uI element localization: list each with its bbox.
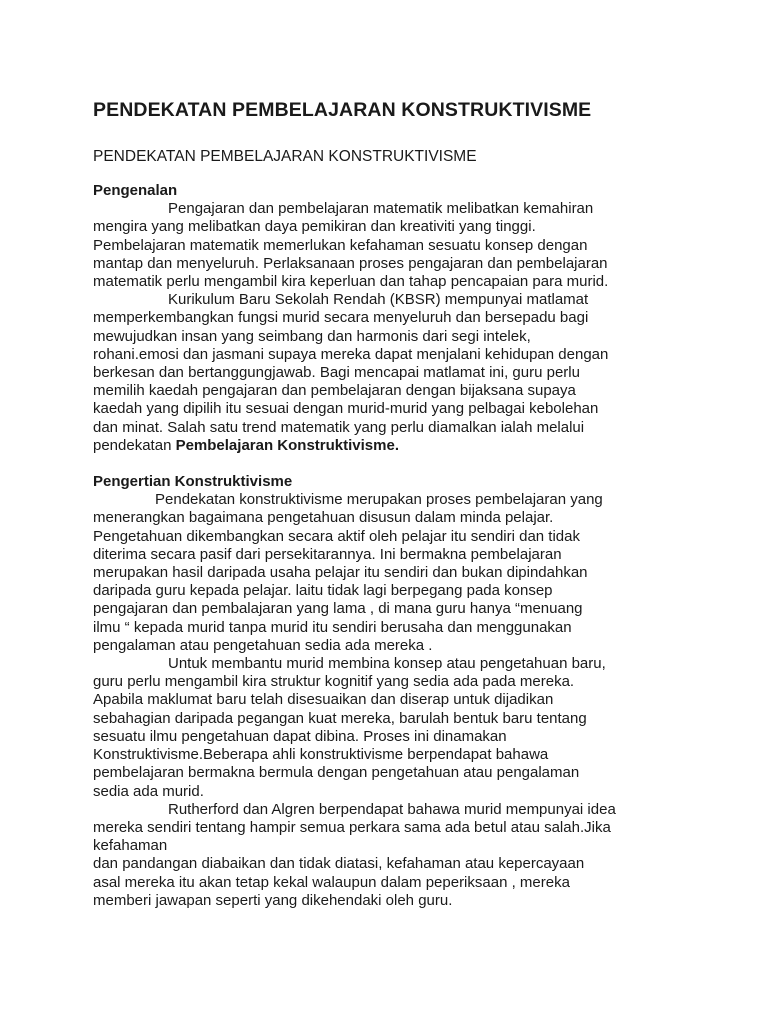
text-line: menerangkan bagaimana pengetahuan disusun dalam minda pelajar.: [93, 509, 554, 527]
text-line: kaedah yang dipilih itu sesuai dengan murid-murid yang pelbagai kebolehan: [93, 400, 599, 418]
section-heading-pengenalan: Pengenalan: [93, 182, 178, 199]
text-line: daripada guru kepada pelajar. laitu tidak lagi berpegang pada konsep: [93, 582, 553, 600]
text-line: Rutherford dan Algren berpendapat bahawa murid mempunyai idea: [168, 800, 616, 818]
bold-term: Pembelajaran Konstruktivisme.: [175, 436, 399, 454]
text-line: merupakan hasil daripada usaha pelajar itu sendiri dan bukan dipindahkan: [93, 564, 588, 582]
text-line: Apabila maklumat baru telah disesuaikan dan diserap untuk dijadikan: [93, 691, 554, 709]
section-heading-pengertian: Pengertian Konstruktivisme: [93, 473, 293, 491]
text-line: mantap dan menyeluruh. Perlaksanaan proses pengajaran dan pembelajaran: [93, 254, 608, 272]
document-page: [93, 97, 693, 910]
text-line: berkesan dan bertanggungjawab. Bagi mencapai matlamat ini, guru perlu: [93, 364, 580, 382]
text-line-final: [93, 437, 693, 455]
text-prefix: pendekatan: [93, 436, 176, 454]
text-line: mewujudkan insan yang seimbang dan harmonis dari segi intelek,: [93, 327, 531, 345]
text-line: rohani.emosi dan jasmani supaya mereka dapat menjalani kehidupan dengan: [93, 345, 609, 363]
text-line: Konstruktivisme.Beberapa ahli konstruktivisme berpendapat bahawa: [93, 746, 549, 764]
text-line: guru perlu mengambil kira struktur kognitif yang sedia ada pada mereka.: [93, 673, 575, 691]
text-line: Pengajaran dan pembelajaran matematik melibatkan kemahiran: [168, 200, 594, 218]
text-line: dan pandangan diabaikan dan tidak diatasi, kefahaman atau kepercayaan: [93, 855, 585, 873]
text-line: ilmu “ kepada murid tanpa murid itu sendiri berusaha dan menggunakan: [93, 618, 572, 636]
text-line: sebahagian daripada pegangan kuat mereka, barulah bentuk baru tentang: [93, 709, 587, 727]
text-line: Pembelajaran matematik memerlukan kefahaman sesuatu konsep dengan: [93, 236, 588, 254]
text-line: pengalaman atau pengetahuan sedia ada mereka .: [93, 636, 433, 654]
document-subtitle: PENDEKATAN PEMBELAJARAN KONSTRUKTIVISME: [93, 148, 477, 165]
text-line: Pendekatan konstruktivisme merupakan proses pembelajaran yang: [155, 491, 603, 509]
text-line: memberi jawapan seperti yang dikehendaki oleh guru.: [93, 891, 453, 909]
text-line: memperkembangkan fungsi murid secara menyeluruh dan bersepadu bagi: [93, 309, 589, 327]
text-line: memilih kaedah pengajaran dan pembelajaran dengan bijaksana supaya: [93, 382, 576, 400]
text-line: kefahaman: [93, 837, 168, 855]
text-line: mereka sendiri tentang hampir semua perkara sama ada betul atau salah.Jika: [93, 818, 611, 836]
text-line: pembelajaran bermakna bermula dengan pengetahuan atau pengalaman: [93, 764, 580, 782]
text-line: Pengetahuan dikembangkan secara aktif oleh pelajar itu sendiri dan tidak: [93, 527, 580, 545]
text-line: Untuk membantu murid membina konsep atau pengetahuan baru,: [168, 655, 606, 673]
text-line: Kurikulum Baru Sekolah Rendah (KBSR) mempunyai matlamat: [168, 291, 589, 309]
paragraph-pengenalan: [93, 200, 693, 455]
text-line: diterima secara pasif dari persekitarannya. Ini bermakna pembelajaran: [93, 545, 562, 563]
text-line: sedia ada murid.: [93, 782, 204, 800]
paragraph-pengertian: [93, 491, 693, 910]
text-line: pengajaran dan pembalajaran yang lama , di mana guru hanya “menuang: [93, 600, 583, 618]
text-line: asal mereka itu akan tetap kekal walaupun dalam peperiksaan , mereka: [93, 873, 570, 891]
text-line: dan minat. Salah satu trend matematik yang perlu diamalkan ialah melalui: [93, 418, 585, 436]
text-line: mengira yang melibatkan daya pemikiran dan kreativiti yang tinggi.: [93, 218, 536, 236]
page-title: PENDEKATAN PEMBELAJARAN KONSTRUKTIVISME: [93, 99, 592, 121]
text-line: sesuatu ilmu pengetahuan dapat dibina. Proses ini dinamakan: [93, 727, 507, 745]
text-line: matematik perlu mengambil kira keperluan dan tahap pencapaian para murid.: [93, 273, 609, 291]
